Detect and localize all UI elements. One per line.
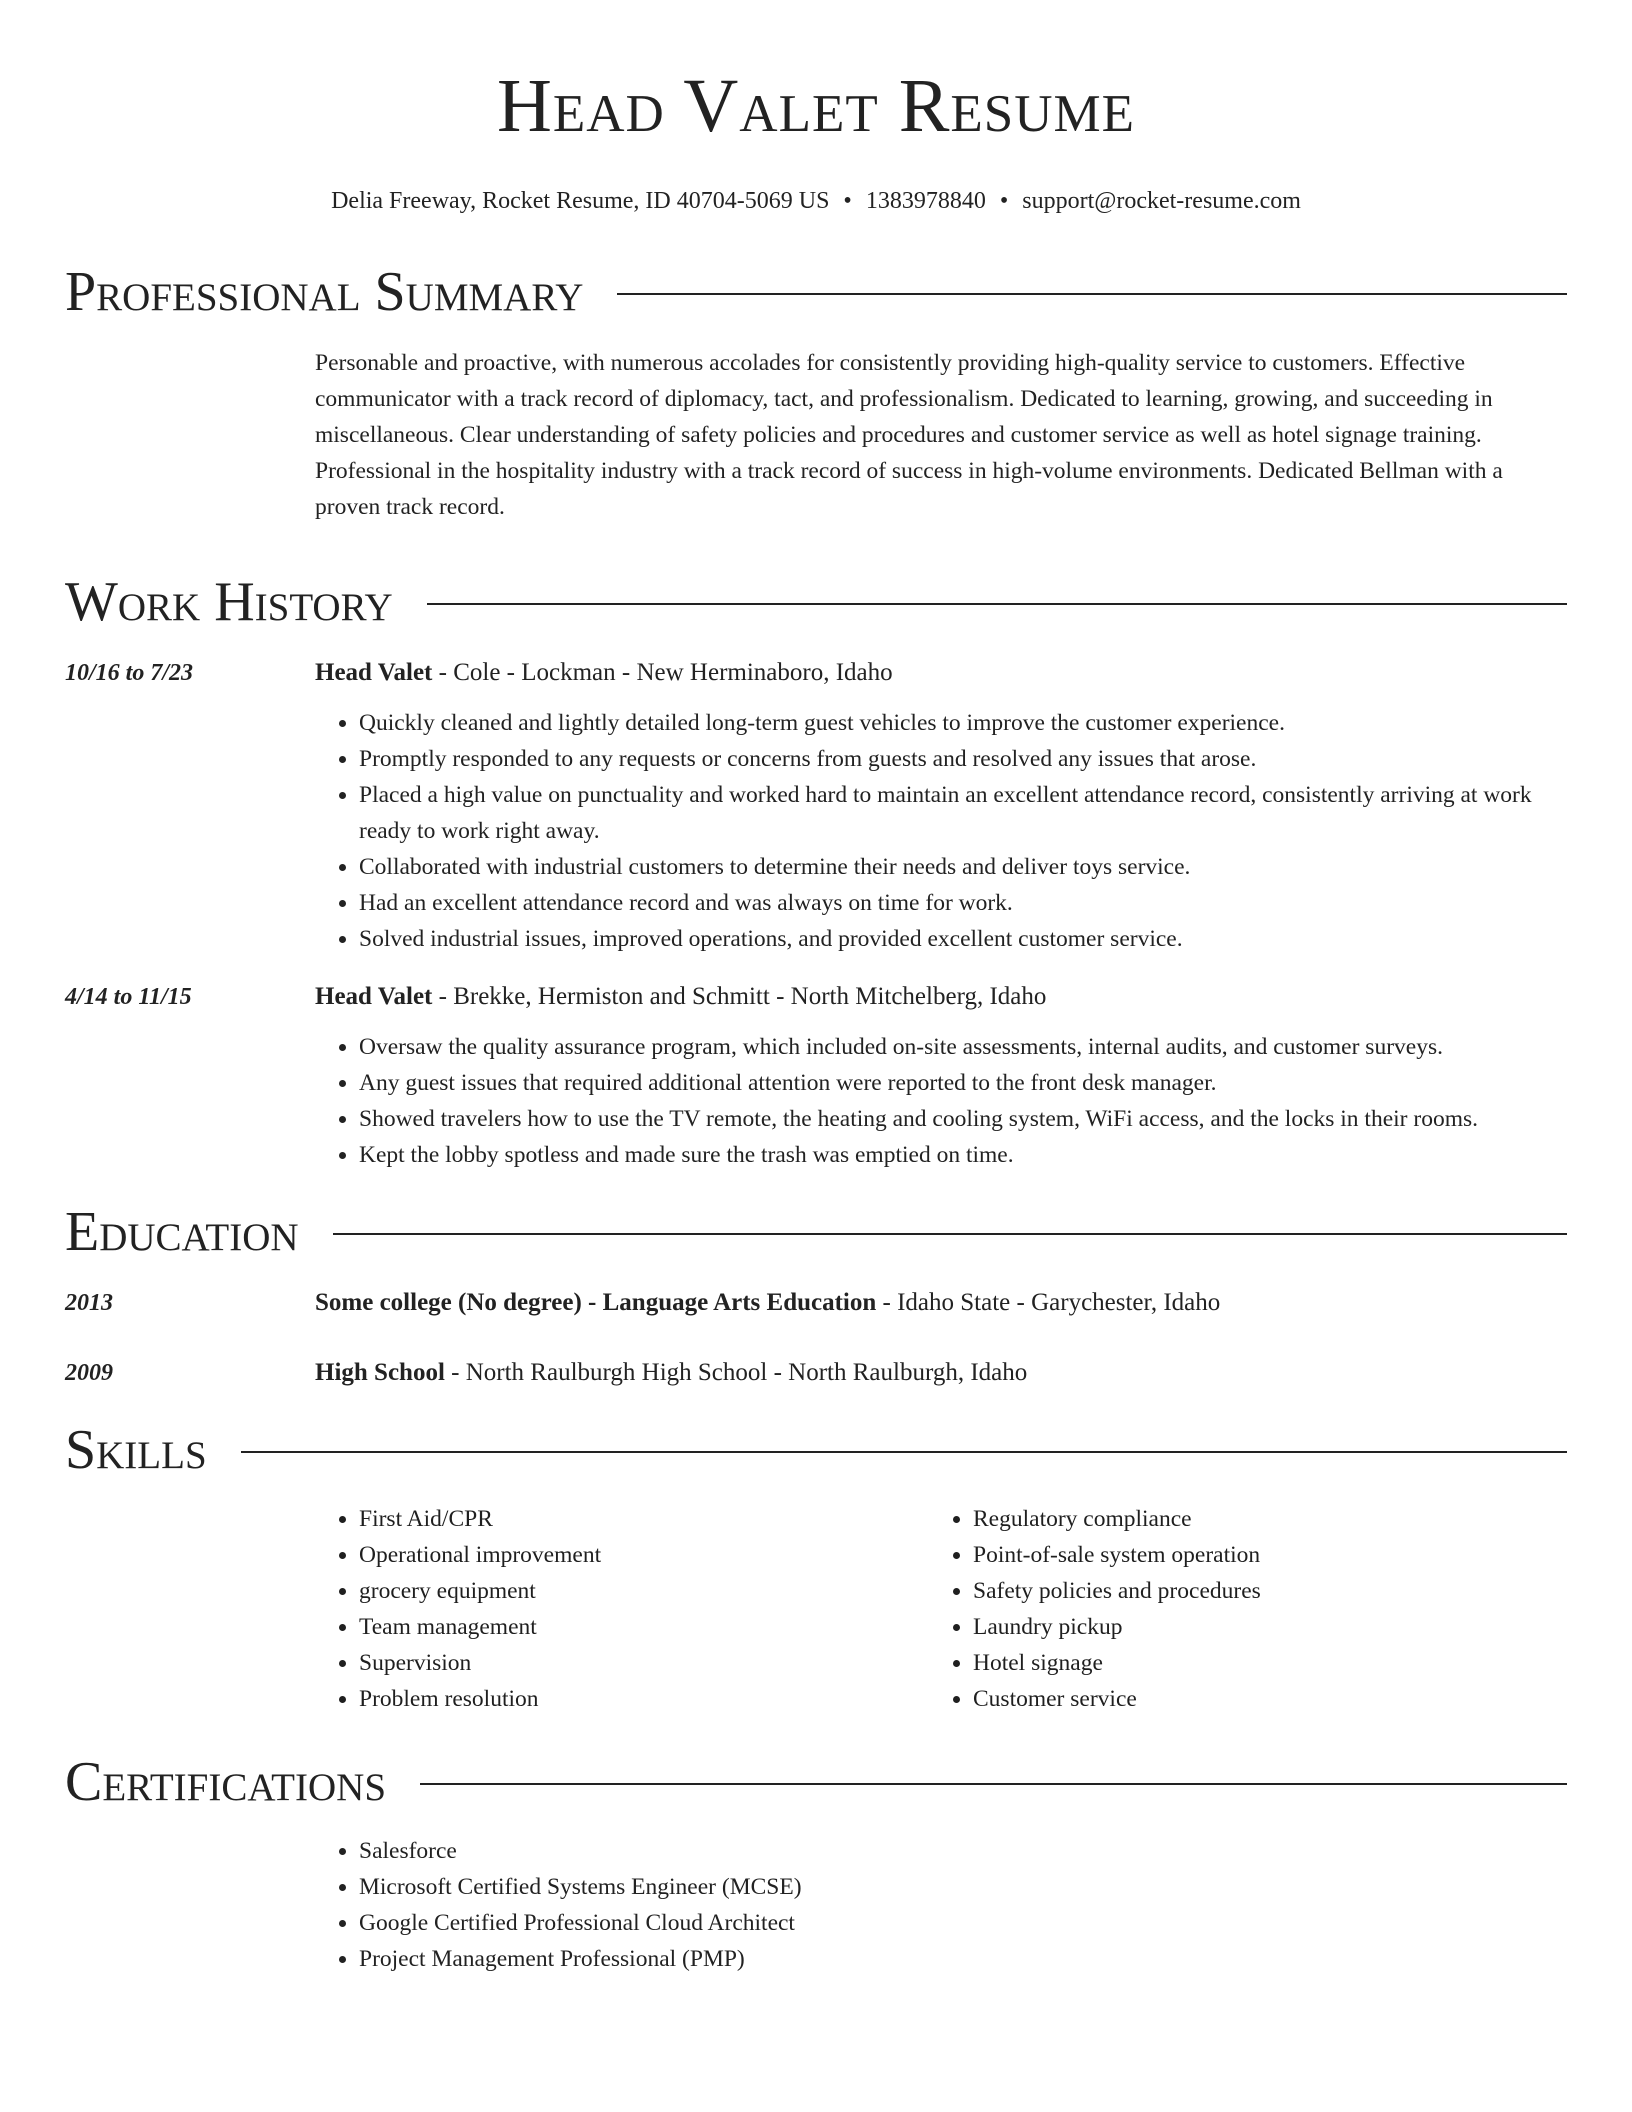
work-bullets: [315, 1029, 1567, 1173]
work-section-header: [65, 571, 1567, 633]
section-title-summary: Professional Summary: [65, 261, 584, 323]
resume-title: Head Valet Resume: [496, 64, 1136, 148]
education-details: - Idaho State - Garychester, Idaho: [876, 1289, 1221, 1316]
list-item: • Problem resolution: [359, 1681, 929, 1717]
list-item: • Quickly cleaned and lightly detailed long-term guest vehicles to improve the customer experience.: [359, 705, 1567, 741]
list-item: • Google Certified Professional Cloud Architect: [359, 1905, 1567, 1941]
list-item: • Team management: [359, 1609, 929, 1645]
section-title-education: Education: [65, 1201, 299, 1263]
list-item: • Point-of-sale system operation: [973, 1537, 1543, 1573]
section-divider: [241, 1451, 1567, 1453]
list-item: • Placed a high value on punctuality and worked hard to maintain an excellent attendance record, consistently arriving at work ready to work right away.: [359, 777, 1567, 849]
work-info: [315, 655, 893, 691]
education-info: [315, 1355, 1027, 1391]
skills-column-right: [929, 1501, 1543, 1717]
skills-column-left: [315, 1501, 929, 1717]
section-divider: [427, 603, 1567, 605]
contact-separator: •: [843, 188, 852, 214]
education-info: [315, 1285, 1220, 1321]
certifications-list: [315, 1833, 1567, 1977]
list-item: • Hotel signage: [973, 1645, 1543, 1681]
list-item: • First Aid/CPR: [359, 1501, 929, 1537]
list-item: • Microsoft Certified Systems Engineer (MCSE): [359, 1869, 1567, 1905]
work-date: 10/16 to 7/23: [65, 660, 194, 686]
section-title-work: Work History: [65, 571, 393, 633]
education-section-header: [65, 1201, 1567, 1263]
work-details: - Brekke, Hermiston and Schmitt - North Mitchelberg, Idaho: [432, 983, 1047, 1010]
list-item: • Customer service: [973, 1681, 1543, 1717]
work-entry: [65, 979, 1567, 1173]
list-item: • Supervision: [359, 1645, 929, 1681]
list-item: • Had an excellent attendance record and was always on time for work.: [359, 885, 1567, 921]
contact-email: support@rocket-resume.com: [1022, 188, 1301, 214]
summary-section-header: [65, 261, 1567, 323]
list-item: • Laundry pickup: [973, 1609, 1543, 1645]
section-title-skills: Skills: [65, 1419, 207, 1481]
work-role: Head Valet: [315, 659, 433, 686]
work-date: 4/14 to 11/15: [65, 984, 192, 1010]
list-item: • Regulatory compliance: [973, 1501, 1543, 1537]
education-entry: [65, 1285, 1567, 1321]
list-item: • Salesforce: [359, 1833, 1567, 1869]
list-item: • Any guest issues that required additional attention were reported to the front desk manager.: [359, 1065, 1567, 1101]
list-item: • Safety policies and procedures: [973, 1573, 1543, 1609]
list-item: • grocery equipment: [359, 1573, 929, 1609]
skills-list: [315, 1501, 1567, 1717]
section-divider: [333, 1233, 1567, 1235]
list-item: • Kept the lobby spotless and made sure the trash was emptied on time.: [359, 1137, 1567, 1173]
contact-address: Delia Freeway, Rocket Resume, ID 40704-5069 US: [331, 188, 830, 214]
list-item: • Collaborated with industrial customers to determine their needs and deliver toys service.: [359, 849, 1567, 885]
summary-text: Personable and proactive, with numerous accolades for consistently providing high-quality service to customers. Effective communicator with a track record of diplomacy, tact, and professionalism. Dedicated to learning, growing, and succeeding in miscellaneous. Clear understanding of safety policies and procedures and customer service as well as hotel signage training. Professional in the hospitality industry with a track record of success in high-volume environments. Dedicated Bellman with a proven track record.: [315, 350, 1503, 520]
education-entry: [65, 1355, 1567, 1391]
section-title-certifications: Certifications: [65, 1751, 387, 1813]
work-details: - Cole - Lockman - New Herminaboro, Idaho: [432, 659, 893, 686]
section-divider: [617, 293, 1567, 295]
contact-separator: •: [999, 188, 1009, 214]
education-degree: Some college (No degree) - Language Arts Education: [315, 1289, 877, 1316]
list-item: • Showed travelers how to use the TV remote, the heating and cooling system, WiFi access, and the locks in their rooms.: [359, 1101, 1567, 1137]
work-role: Head Valet: [315, 983, 433, 1010]
list-item: • Operational improvement: [359, 1537, 929, 1573]
list-item: • Oversaw the quality assurance program, which included on-site assessments, internal audits, and customer surveys.: [359, 1029, 1567, 1065]
certifications-section-header: [65, 1751, 1567, 1813]
list-item: • Project Management Professional (PMP): [359, 1941, 1567, 1977]
education-details: - North Raulburgh High School - North Raulburgh, Idaho: [444, 1359, 1028, 1386]
list-item: • Promptly responded to any requests or concerns from guests and resolved any issues that arose.: [359, 741, 1567, 777]
contact-phone: 1383978840: [865, 188, 986, 214]
work-bullets: [315, 705, 1567, 957]
education-degree: High School: [315, 1359, 445, 1386]
section-divider: [420, 1783, 1567, 1785]
work-info: [315, 979, 1046, 1015]
list-item: • Solved industrial issues, improved operations, and provided excellent customer service.: [359, 921, 1567, 957]
skills-section-header: [65, 1419, 1567, 1481]
education-date: 2013: [65, 1290, 113, 1316]
education-date: 2009: [65, 1360, 113, 1386]
work-entry: [65, 655, 1567, 957]
contact-line: [65, 188, 1567, 215]
